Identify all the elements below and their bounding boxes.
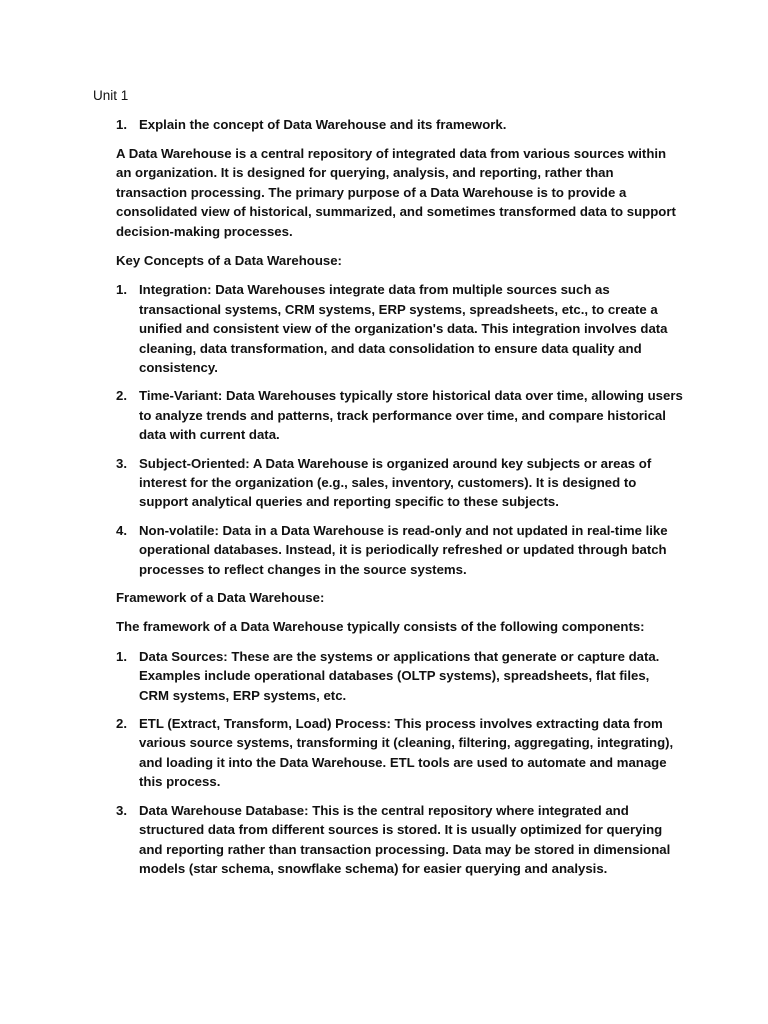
- document-body: [116, 115, 683, 879]
- document-content: [93, 86, 683, 887]
- list-item-number: 1.: [116, 282, 127, 298]
- unit-title: Unit 1: [93, 88, 129, 103]
- intro-paragraph: A Data Warehouse is a central repository of integrated data from various sources within an organization. It is designed for querying, analysis, and reporting, rather than transaction processing. The primary purpose of a Data Warehouse is to provide a consolidated view of historical, summarized, and sometimes transformed data to support decision-making processes.: [116, 145, 676, 239]
- list-item-text: Data Warehouse Database: This is the central repository where integrated and structured data from different sources is stored. It is usually optimized for querying and reporting rather than transaction processing. Data may be stored in dimensional models (star schema, snowflake schema) for easier querying and analysis.: [139, 802, 671, 876]
- list-item: [116, 801, 683, 879]
- framework-heading: Framework of a Data Warehouse:: [116, 590, 325, 606]
- list-item-text: Time-Variant: Data Warehouses typically store historical data over time, allowing users to analyze trends and patterns, track performance over time, and compare historical data with current data.: [139, 388, 683, 443]
- list-item: [116, 454, 683, 512]
- list-item: [116, 280, 683, 377]
- list-item-text: Non-volatile: Data in a Data Warehouse is read-only and not updated in real-time like operational databases. Instead, it is periodically refreshed or updated through batch processes to reflect changes in the source systems.: [139, 522, 668, 577]
- list-item-number: 2.: [116, 716, 127, 732]
- list-item: [116, 386, 683, 444]
- key-concepts-heading: Key Concepts of a Data Warehouse:: [116, 252, 342, 268]
- list-item-text: Integration: Data Warehouses integrate data from multiple sources such as transactional systems, CRM systems, ERP systems, spreadsheets, etc., to create a unified and consistent view of the organization's data. This integration involves data cleaning, data transformation, and data consolidation to ensure data quality and consistency.: [139, 282, 668, 375]
- list-item-text: ETL (Extract, Transform, Load) Process: This process involves extracting data from various source systems, transforming it (cleaning, filtering, aggregating, integrating), and loading it into the Data Warehouse. ETL tools are used to automate and manage this process.: [139, 716, 674, 790]
- list-item-number: 2.: [116, 388, 127, 404]
- question-text: Explain the concept of Data Warehouse and its framework.: [139, 116, 507, 132]
- list-item-number: 1.: [116, 648, 127, 664]
- list-item-text: Data Sources: These are the systems or applications that generate or capture data. Examples include operational databases (OLTP systems), spreadsheets, flat files, CRM systems, ERP systems, etc.: [139, 648, 660, 703]
- framework-intro: The framework of a Data Warehouse typically consists of the following components:: [116, 619, 645, 635]
- list-item: [116, 521, 683, 579]
- list-item: [116, 714, 683, 792]
- list-item-number: 3.: [116, 802, 127, 818]
- list-item: [116, 647, 683, 705]
- list-item-text: Subject-Oriented: A Data Warehouse is organized around key subjects or areas of interest for the organization (e.g., sales, inventory, customers). It is designed to support analytical queries and reporting specific to these subjects.: [139, 455, 652, 510]
- question-item: [116, 115, 683, 134]
- list-item-number: 4.: [116, 522, 127, 538]
- list-item-number: 3.: [116, 455, 127, 471]
- question-number: 1.: [116, 116, 127, 132]
